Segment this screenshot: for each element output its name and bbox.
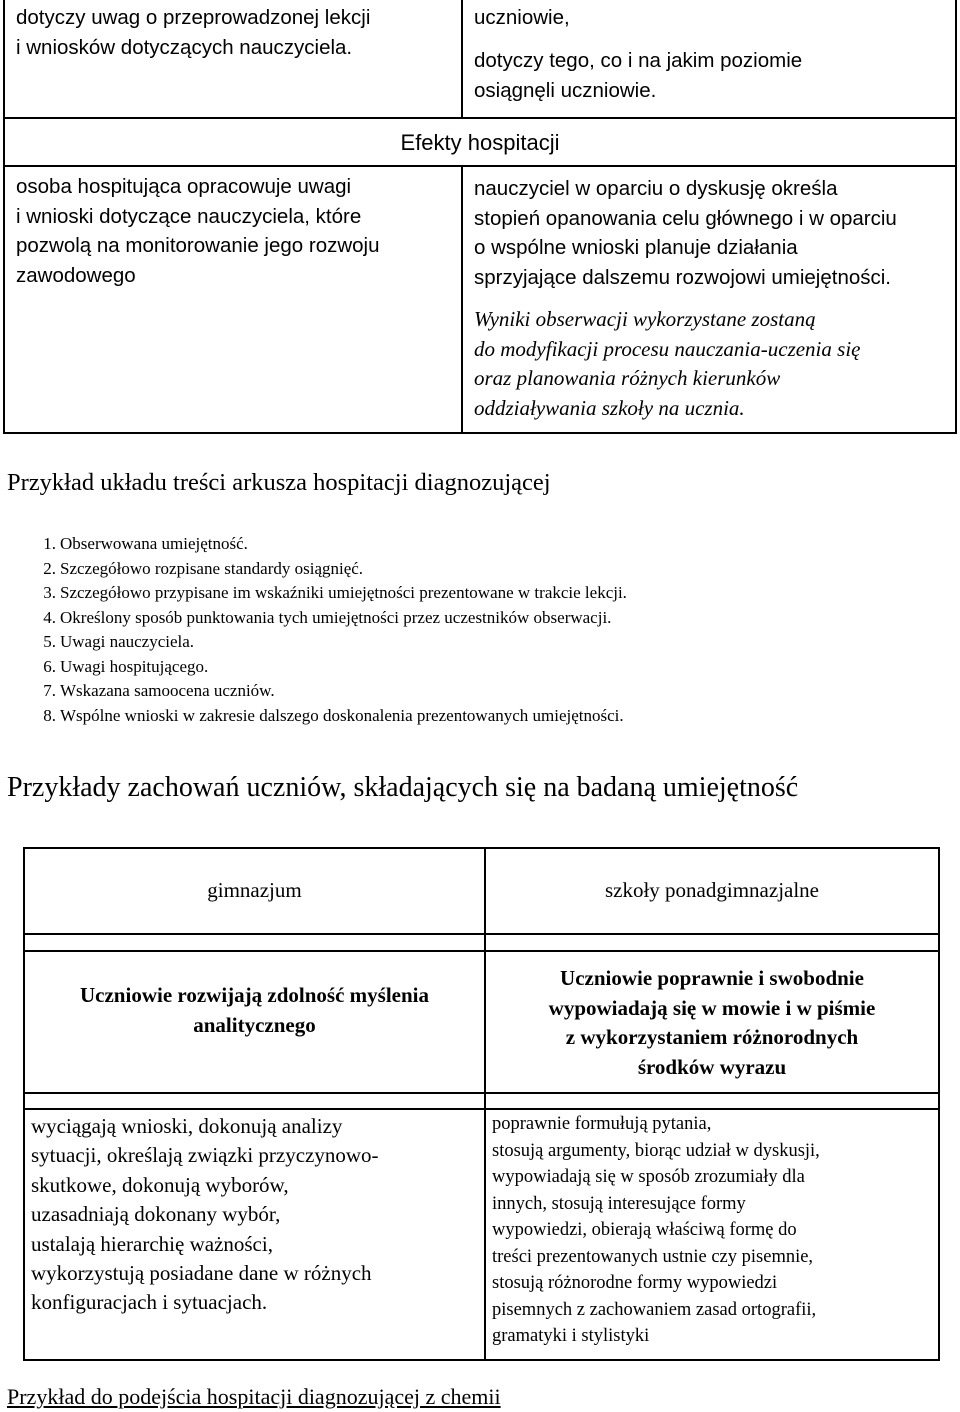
- column-header-ponadgimnazjalne: szkoły ponadgimnazjalne: [604, 878, 820, 902]
- table1-divider-bottom: [461, 166, 463, 434]
- list-item-text: Uwagi hospitującego.: [60, 656, 209, 676]
- table1-row-border-2: [3, 165, 957, 167]
- table1-bottom-border: [3, 432, 957, 434]
- list-item-number: 3.: [43, 583, 56, 602]
- observation-sheet-items: [16, 532, 627, 728]
- table1-row2-left: osoba hospitująca opracowuje uwagi i wnioski dotyczące nauczyciela, które pozwolą na monitorowanie jego rozwoju zawodowego: [16, 175, 380, 287]
- section1-title: Przykład układu treści arkusza hospitacji diagnozującej: [7, 469, 551, 496]
- list-item: [16, 557, 627, 582]
- table2-top-border: [23, 847, 939, 849]
- list-item-number: 8.: [43, 705, 56, 725]
- behaviors-ponadgimnazjalne: poprawnie formułują pytania, stosują argumenty, biorąc udział w dyskusji, wypowiadają się w sposób zrozumiały dla innych, stosują interesujące formy wypowiedzi, obierają właściwą formę do treści prezentowanych ustnie czy pisemnie, stosują różnorodne formy wypowiedzi pisemnych z zachowaniem zasad ortografii, gramatyki i stylistyki: [492, 1114, 820, 1346]
- list-item-text: Uwagi nauczyciela.: [60, 632, 195, 651]
- section2-title: Przykłady zachowań uczniów, składających się na badaną umiejętność: [7, 772, 799, 803]
- list-item-number: 5.: [43, 632, 56, 651]
- list-item-number: 2.: [43, 558, 56, 578]
- skill-gimnazjum: Uczniowie rozwijają zdolność myślenia analitycznego: [80, 983, 429, 1037]
- list-item-text: Obserwowana umiejętność.: [60, 534, 248, 553]
- list-item-text: Szczegółowo przypisane im wskaźniki umiejętności prezentowane w trakcie lekcji.: [60, 583, 627, 602]
- table1-row1-right-text: dotyczy tego, co i na jakim poziomie osiągnęli uczniowie.: [474, 49, 803, 102]
- table1-row2-right-italic: Wyniki obserwacji wykorzystane zostaną do modyfikacji procesu nauczania-uczenia się oraz planowania różnych kierunków oddziaływania szkoły na ucznia.: [474, 307, 861, 420]
- list-item: [16, 655, 627, 680]
- list-item-text: Wskazana samoocena uczniów.: [60, 681, 275, 700]
- skill-ponadgimnazjalne: Uczniowie poprawnie i swobodnie wypowiadają się w mowie i w piśmie z wykorzystaniem różnorodnych środków wyrazu: [548, 966, 876, 1079]
- section-header-efekty: Efekty hospitacji: [400, 130, 560, 155]
- table2-bottom-border: [23, 1359, 939, 1361]
- list-item-text: Wspólne wnioski w zakresie dalszego doskonalenia prezentowanych umiejętności.: [60, 705, 624, 725]
- table2-right-border: [938, 847, 940, 1361]
- table2-row-border-4: [23, 1108, 939, 1110]
- table2-row-border-3: [23, 1092, 939, 1094]
- table1-row-border-1: [3, 117, 957, 119]
- list-item: [16, 679, 627, 704]
- table1-right-border: [955, 0, 957, 434]
- list-item-text: Określony sposób punktowania tych umiejętności przez uczestników obserwacji.: [60, 607, 612, 627]
- table1-row1-left: dotyczy uwag o przeprowadzonej lekcji i wniosków dotyczących nauczyciela.: [16, 6, 371, 59]
- table1-row1-right-line1: uczniowie,: [474, 6, 570, 29]
- list-item-number: 1.: [43, 534, 56, 553]
- list-item-number: 7.: [43, 681, 56, 700]
- list-item: [16, 630, 627, 655]
- list-item-number: 6.: [43, 656, 56, 676]
- table2-left-border: [23, 847, 25, 1361]
- behaviors-gimnazjum: wyciągają wnioski, dokonują analizy sytuacji, określają związki przyczynowo- skutkowe, dokonują wyborów, uzasadniają dokonany wybór, ustalają hierarchię ważności, wykorzystują posiadane dane w różnych konfiguracjach i sytuacjach.: [31, 1114, 379, 1315]
- list-item: [16, 532, 627, 557]
- table2-middle-border: [484, 847, 486, 1361]
- table1-row2-right: nauczyciel w oparciu o dyskusję określa stopień opanowania celu głównego i w oparciu o wspólne wnioski planuje działania sprzyjające dalszemu rozwojowi umiejętności.: [474, 177, 897, 289]
- list-item: [16, 606, 627, 631]
- footer-heading: Przykład do podejścia hospitacji diagnozującej z chemii: [7, 1384, 501, 1409]
- column-header-gimnazjum: gimnazjum: [207, 878, 302, 902]
- list-item-number: 4.: [43, 607, 56, 627]
- table2-row-border-2: [23, 950, 939, 952]
- table2-row-border-1: [23, 933, 939, 935]
- list-item: [16, 704, 627, 729]
- list-item: [16, 581, 627, 606]
- list-item-text: Szczegółowo rozpisane standardy osiągnięć.: [60, 558, 364, 578]
- table1-divider-top: [461, 0, 463, 118]
- table1-left-border: [3, 0, 5, 434]
